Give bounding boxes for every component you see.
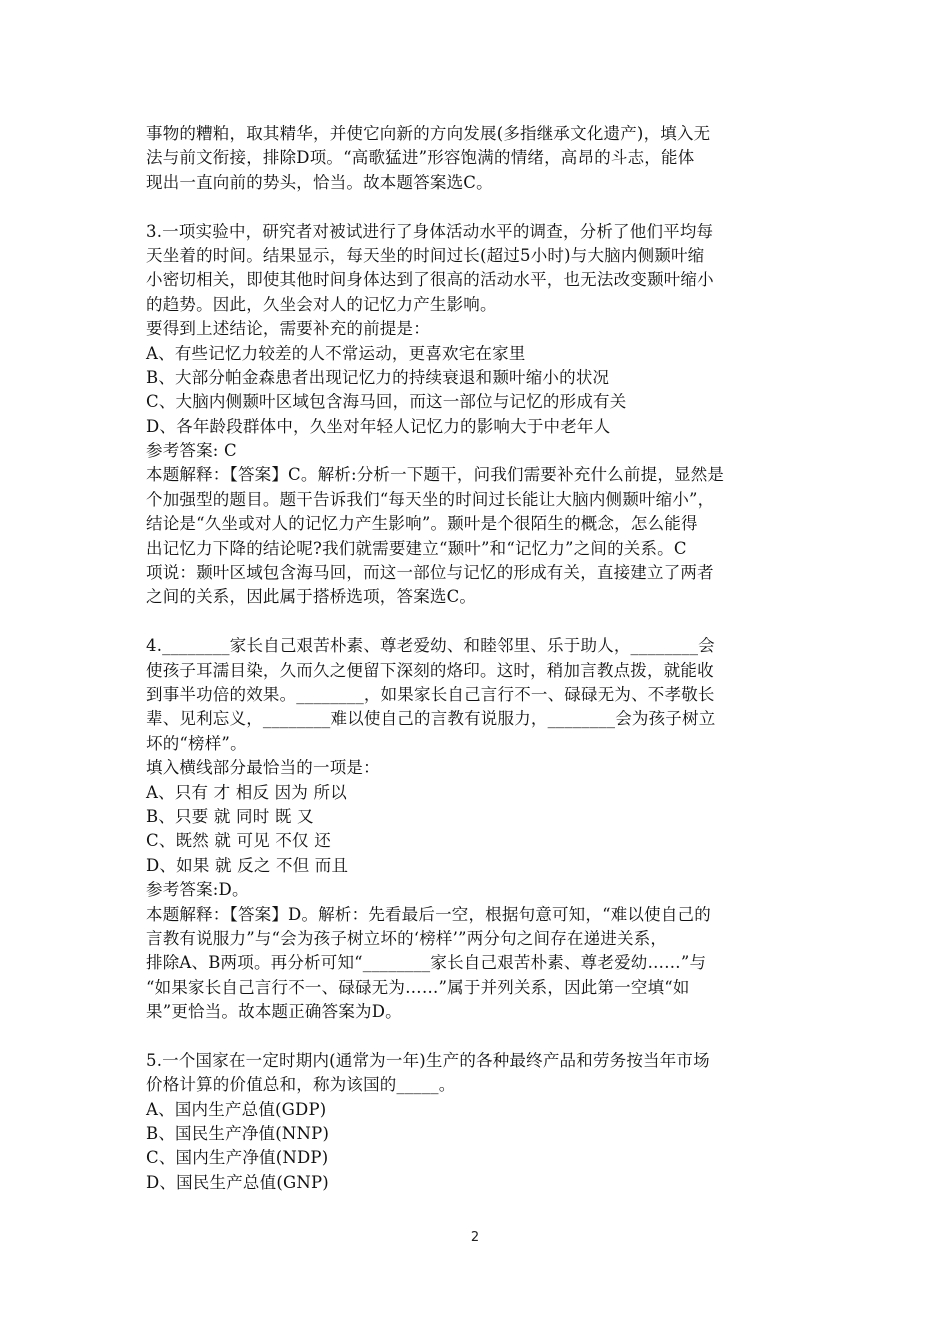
explanation-text: 排除A、B两项。再分析可知“________家长自己艰苦朴素、尊老爱幼……”与: [146, 953, 707, 973]
explanation-text: 出记忆力下降的结论呢?我们就需要建立“颞叶”和“记忆力”之间的关系。C: [146, 538, 687, 558]
text-line: 到事半功倍的效果。________，如果家长自己言行不一、碌碌无为、不孝敬长: [146, 684, 715, 704]
paragraph-gap: [146, 610, 814, 634]
text-line: 的趋势。因此，久坐会对人的记忆力产生影响。: [146, 294, 497, 314]
explanation-text: 个加强型的题目。题干告诉我们“每天坐的时间过长能让大脑内侧颞叶缩小”，: [146, 489, 715, 509]
question-3-text: 3.一项实验中，研究者对被试进行了身体活动水平的调查，分析了他们平均每: [146, 221, 714, 241]
text-line: 天坐着的时间。结果显示，每天坐的时间过长(超过5小时)与大脑内侧颞叶缩: [146, 245, 705, 265]
option-b: B、国民生产净值(NNP): [146, 1124, 330, 1144]
document-body: [146, 122, 814, 1195]
explanation-text: 果”更恰当。故本题正确答案为D。: [146, 1002, 402, 1022]
reference-answer: 参考答案:D。: [146, 880, 249, 900]
option-c: C、大脑内侧颞叶区域包含海马回，而这一部位与记忆的形成有关: [146, 392, 627, 412]
option-c: C、既然 就 可见 不仅 还: [146, 831, 331, 851]
question-5-text: 5.一个国家在一定时期内(通常为一年)生产的各种最终产品和劳务按当年市场: [146, 1050, 710, 1070]
explanation-text: 之间的关系，因此属于搭桥选项，答案选C。: [146, 587, 477, 607]
text-line: 价格计算的价值总和，称为该国的_____。: [146, 1075, 456, 1095]
text-line: 现出一直向前的势头，恰当。故本题答案选C。: [146, 172, 493, 192]
text-line: 法与前文衔接，排除D项。“高歌猛进”形容饱满的情绪，高昂的斗志，能体: [146, 148, 695, 168]
option-d: D、各年龄段群体中，久坐对年轻人记忆力的影响大于中老年人: [146, 416, 611, 436]
paragraph-gap: [146, 1024, 814, 1048]
explanation-text: 言教有说服力”与“会为孩子树立坏的‘榜样’”两分句之间存在递进关系，: [146, 928, 668, 948]
text-line: 坏的“榜样”。: [146, 733, 247, 753]
text-line: 辈、见利忘义，________难以使自己的言教有说服力，________会为孩子树立: [146, 709, 716, 729]
reference-answer: 参考答案: C: [146, 441, 237, 461]
option-b: B、大部分帕金森患者出现记忆力的持续衰退和颞叶缩小的状况: [146, 367, 610, 387]
question-prompt: 填入横线部分最恰当的一项是：: [146, 758, 380, 778]
option-c: C、国内生产净值(NDP): [146, 1148, 329, 1168]
option-d: D、如果 就 反之 不但 而且: [146, 855, 349, 875]
explanation-text: “如果家长自己言行不一、碌碌无为……”属于并列关系，因此第一空填“如: [146, 977, 690, 997]
explanation-text: 本题解释：【答案】C。解析:分析一下题干，问我们需要补充什么前提，显然是: [146, 465, 725, 485]
option-b: B、只要 就 同时 既 又: [146, 806, 314, 826]
text-line: 小密切相关，即使其他时间身体达到了很高的活动水平，也无法改变颞叶缩小: [146, 270, 714, 290]
explanation-text: 本题解释：【答案】D。解析：先看最后一空，根据句意可知，“难以使自己的: [146, 904, 711, 924]
text-line: 事物的糟粕，取其精华，并使它向新的方向发展(多指继承文化遗产)，填入无: [146, 124, 711, 143]
option-a: A、有些记忆力较差的人不常运动，更喜欢宅在家里: [146, 343, 526, 363]
question-4-text: 4.________家长自己艰苦朴素、尊老爱幼、和睦邻里、乐于助人，________会: [146, 636, 715, 656]
text-line: 使孩子耳濡目染，久而久之便留下深刻的烙印。这时，稍加言教点拨，就能收: [146, 660, 714, 680]
paragraph-gap: [146, 195, 814, 219]
page-number: 2: [470, 1230, 480, 1245]
explanation-text: 结论是“久坐或对人的记忆力产生影响”。颞叶是个很陌生的概念，怎么能得: [146, 514, 698, 534]
option-d: D、国民生产总值(GNP): [146, 1172, 329, 1192]
option-a: A、只有 才 相反 因为 所以: [146, 782, 347, 802]
question-prompt: 要得到上述结论，需要补充的前提是：: [146, 319, 430, 339]
explanation-text: 项说：颞叶区域包含海马回，而这一部位与记忆的形成有关，直接建立了两者: [146, 563, 714, 583]
option-a: A、国内生产总值(GDP): [146, 1099, 327, 1119]
